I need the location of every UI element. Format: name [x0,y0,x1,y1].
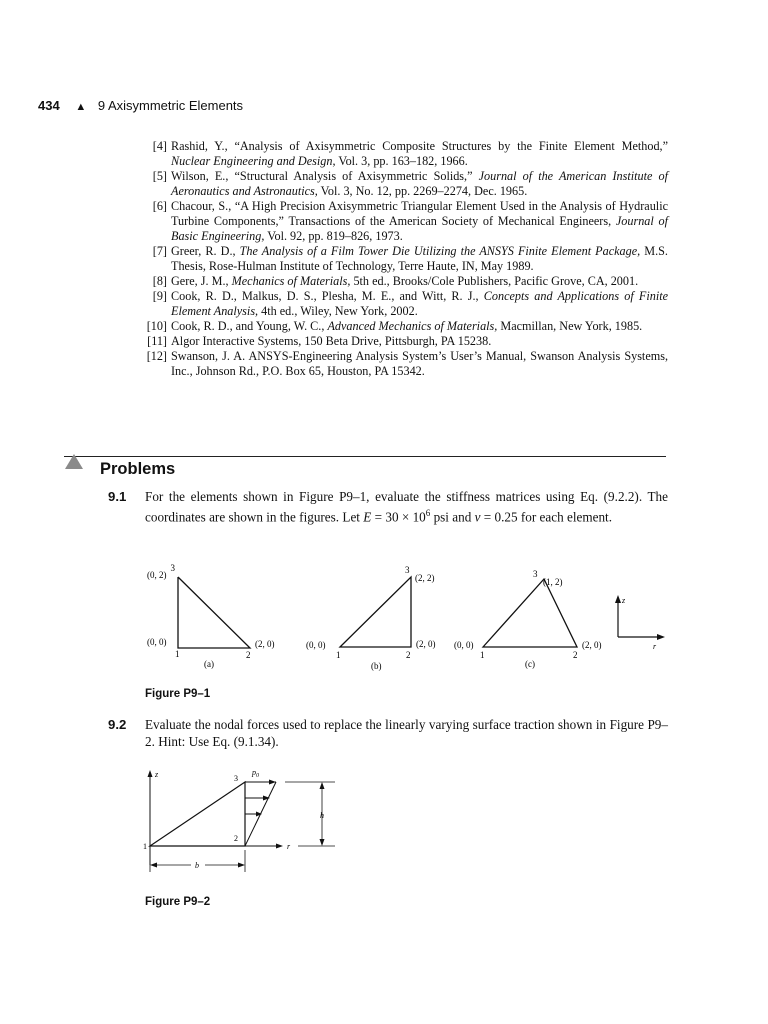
z-arrow-icon [148,770,153,777]
problem-9-2 [108,716,668,750]
axes-indicator [615,595,665,651]
node-2-coord: (2, 0) [416,639,436,649]
reference-number: [5] [152,169,167,183]
triangle-b [340,577,411,647]
node-2-label: 2 [406,650,411,660]
problem-text: Evaluate the nodal forces used to replace the linearly varying surface traction shown in Figure P9–2. Hint: Use Eq. (9.1.34). [145,717,668,749]
reference-source: The Analysis of a Film Tower Die Utilizing the ANSYS Finite Element Package, [239,244,641,258]
reference-number: [8] [152,274,167,288]
node-1-label: 1 [143,842,147,851]
node-2-label: 2 [234,834,238,843]
triangle-a [178,577,250,648]
axis-r-label: r [653,642,657,651]
reference-details: Vol. 92, pp. 819–826, 1973. [264,229,403,243]
page-number: 434 [38,98,60,113]
triangle-icon [65,454,83,469]
reference-item [143,199,668,244]
reference-details: M.S. Thesis, Rose-Hulman Institute of Technology, Terre Haute, IN, May 1989. [171,244,668,273]
triangle-icon: ▲ [75,101,87,113]
z-label: z [155,770,159,779]
r-arrow-icon [276,844,283,849]
node-3-label: 3 [170,563,175,573]
problem-number: 9.1 [108,489,127,504]
node-1-label: 1 [175,649,180,659]
reference-number: [10] [146,319,167,333]
reference-source: Journal of Basic Engineering, [171,214,668,243]
reference-text: Algor Interactive Systems, 150 Beta Drive, Pittsburgh, PA 15238. [171,334,492,348]
section-title: Problems [100,460,176,478]
symbol-e: E [363,509,372,525]
triangle-c [483,579,577,647]
running-head [38,98,243,113]
node-1-coord: (0, 0) [147,637,167,647]
reference-number: [11] [147,334,167,348]
dimension-h-label: h [320,811,324,820]
element-c [454,569,602,669]
reference-text: Chacour, S., “A High Precision Axisymmetric Triangular Element Used in the Analysis of Hydraulic Turbine Components,” Transactions of the American Society of Mechanical Engineers, [171,199,668,228]
reference-number: [6] [152,199,167,213]
node-2-label: 2 [246,650,251,660]
element-c-label: (c) [525,659,535,669]
node-1-coord: (0, 0) [454,640,474,650]
node-3-label: 3 [533,569,538,579]
reference-source: Journal of the American Institute of Aeronautics and Astronautics, [171,169,668,198]
reference-number: [9] [152,289,167,303]
reference-number: [12] [146,349,167,363]
reference-text: Gere, J. M., [171,274,232,288]
traction-p-label: $p_0$ [252,768,259,779]
node-3-coord: (0, 2) [147,570,167,580]
reference-item [143,244,668,274]
reference-item [143,349,668,379]
reference-details: Vol. 3, No. 12, pp. 2269–2274, Dec. 1965. [317,184,528,198]
problem-text [145,488,668,525]
reference-list [143,139,668,379]
node-3-label: 3 [405,565,410,575]
e-exponent: 6 [425,508,431,518]
reference-text: Swanson, J. A. ANSYS-Engineering Analysis System’s User’s Manual, Swanson Analysis Systems, Inc., Johnson Rd., P.O. Box 65, Houston, PA 15342. [171,349,668,378]
section-heading [64,456,666,481]
reference-source: Advanced Mechanics of Materials, [327,319,498,333]
element-a-label: (a) [204,659,214,669]
reference-details: 5th ed., Brooks/Cole Publishers, Pacific Grove, CA, 2001. [350,274,639,288]
e-value: = 30 × 10 [371,509,426,525]
reference-number: [4] [152,139,167,153]
reference-details: 4th ed., Wiley, New York, 2002. [258,304,418,318]
problem-text-part: For the elements shown in Figure P9–1, evaluate the stiffness matrices using Eq. (9.2.2). The coordinates are shown in the figures. Let [145,489,668,525]
reference-item [143,274,668,289]
reference-item [143,169,668,199]
reference-source: Concepts and Applications of Finite Element Analysis, [171,289,668,318]
chapter-title: 9 Axisymmetric Elements [97,98,244,113]
node-1-label: 1 [480,650,485,660]
reference-text: Rashid, Y., “Analysis of Axisymmetric Composite Structures by the Finite Element Method,” [171,139,668,153]
figure-p9-1-caption: Figure P9–1 [145,688,211,700]
node-2-coord: (2, 0) [582,640,602,650]
r-label: r [287,842,291,851]
reference-item [143,139,668,169]
reference-item [143,289,668,319]
r-arrow-icon [657,634,665,640]
node-1-label: 1 [336,650,341,660]
symbol-nu: ν [474,509,481,525]
element-b-label: (b) [371,661,382,671]
reference-details: Macmillan, New York, 1985. [497,319,643,333]
reference-text: Greer, R. D., [171,244,240,258]
node-3-coord: (2, 2) [415,573,435,583]
reference-source: Nuclear Engineering and Design, [171,154,336,168]
reference-text: Wilson, E., “Structural Analysis of Axisymmetric Solids,” [171,169,479,183]
element-a [147,563,275,669]
node-1-coord: (0, 0) [306,640,326,650]
problem-text-part: for each element. [517,509,613,525]
node-3-coord: (1, 2) [543,577,563,587]
node-3-label: 3 [234,774,238,783]
nu-value: = 0.25 [480,509,518,525]
problem-number: 9.2 [108,717,127,732]
reference-item [143,319,668,334]
element-triangle [150,782,245,846]
dimension-b-label: b [195,861,199,870]
figure-p9-2 [0,760,768,880]
figure-p9-1 [0,555,768,675]
figure-p9-2-caption: Figure P9–2 [145,896,211,908]
reference-text: Cook, R. D., and Young, W. C., [171,319,328,333]
reference-source: Mechanics of Materials, [231,274,351,288]
z-arrow-icon [615,595,621,603]
node-2-coord: (2, 0) [255,639,275,649]
reference-details: Vol. 3, pp. 163–182, 1966. [335,154,468,168]
axis-z-label: z [622,596,626,605]
reference-number: [7] [152,244,167,258]
e-unit: psi and [430,509,475,525]
problem-9-1 [108,488,668,525]
node-2-label: 2 [573,650,578,660]
element-b [306,565,436,671]
reference-item [143,334,668,349]
reference-text: Cook, R. D., Malkus, D. S., Plesha, M. E., and Witt, R. J., [171,289,484,303]
